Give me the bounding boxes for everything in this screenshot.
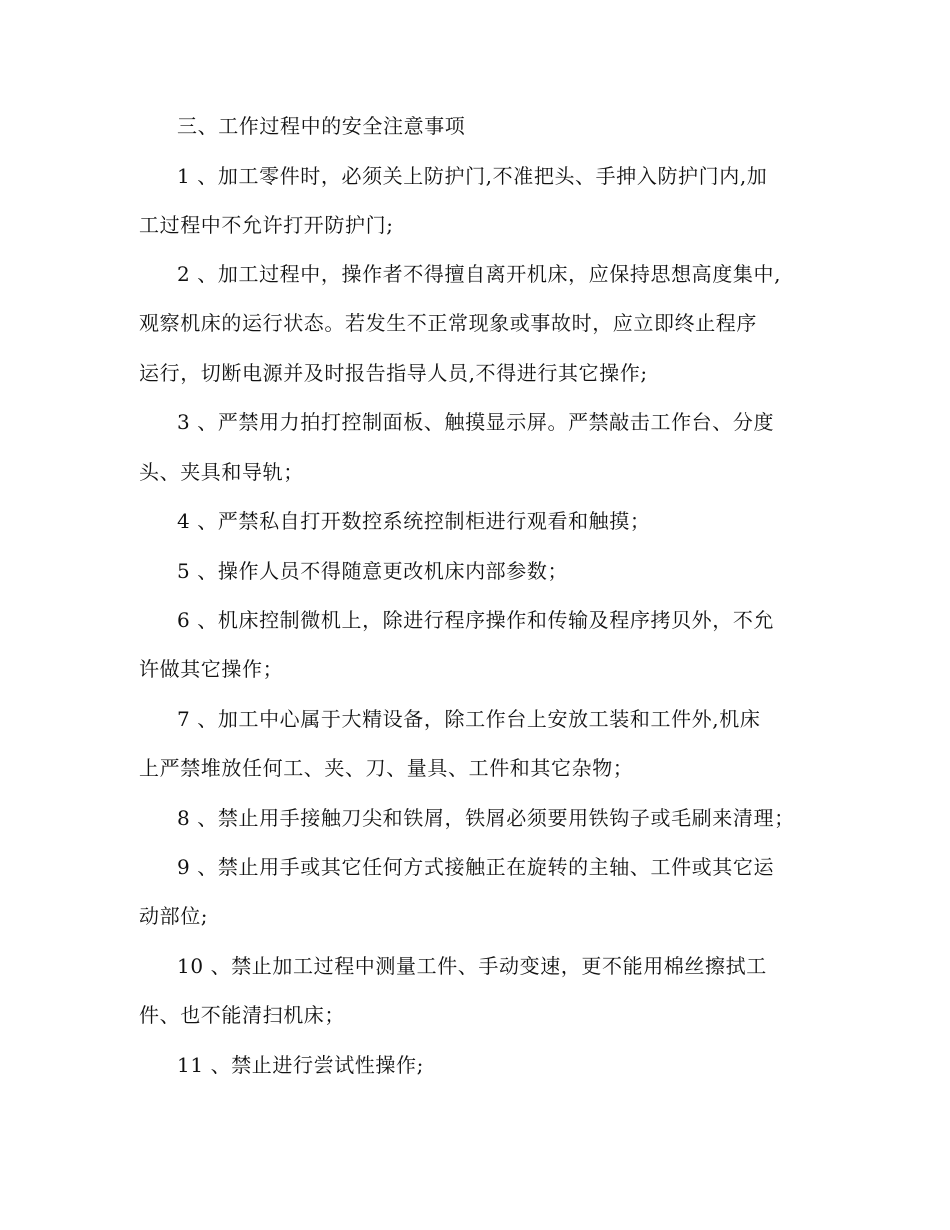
item-9-line-1: 9 、禁止用手或其它任何方式接触正在旋转的主轴、工件或其它运: [177, 855, 775, 879]
item-7-line-2: 上严禁堆放任何工、夹、刀、量具、工件和其它杂物；: [139, 756, 634, 780]
item-1-line-2: 工过程中不允许打开防护门;: [139, 213, 394, 237]
item-2-line-1: 2 、加工过程中，操作者不得擅自离开机床，应保持思想高度集中,: [177, 262, 782, 286]
item-6-line-1: 6 、机床控制微机上，除进行程序操作和传输及程序拷贝外，不允: [177, 608, 775, 632]
item-4-line-1: 4 、严禁私自打开数控系统控制柜进行观看和触摸；: [177, 509, 651, 533]
item-3-line-1: 3 、严禁用力拍打控制面板、触摸显示屏。严禁敲击工作台、分度: [177, 410, 775, 434]
item-8-line-1: 8 、禁止用手接触刀尖和铁屑，铁屑必须要用铁钩子或毛刷来清理；: [177, 806, 795, 830]
item-9-line-2: 动部位;: [139, 904, 209, 928]
item-7-line-1: 7 、加工中心属于大精设备，除工作台上安放工装和工件外,机床: [177, 707, 761, 731]
item-3-line-2: 头、夹具和导轨；: [139, 460, 304, 484]
item-2-line-2: 观察机床的运行状态。若发生不正常现象或事故时，应立即终止程序: [139, 311, 757, 335]
item-2-line-3: 运行，切断电源并及时报告指导人员,不得进行其它操作;: [139, 361, 648, 385]
item-10-line-1: 10 、禁止加工过程中测量工件、手动变速，更不能用棉丝擦拭工: [177, 954, 767, 978]
section-heading: 三、工作过程中的安全注意事项: [177, 114, 466, 138]
item-11-line-1: 11 、禁止进行尝试性操作;: [177, 1053, 424, 1077]
item-1-line-1: 1 、加工零件时，必须关上防护门,不准把头、手抻入防护门内,加: [177, 164, 768, 188]
item-6-line-2: 许做其它操作；: [139, 657, 284, 681]
item-5-line-1: 5 、操作人员不得随意更改机床内部参数；: [177, 559, 569, 583]
item-10-line-2: 件、也不能清扫机床；: [139, 1003, 345, 1027]
